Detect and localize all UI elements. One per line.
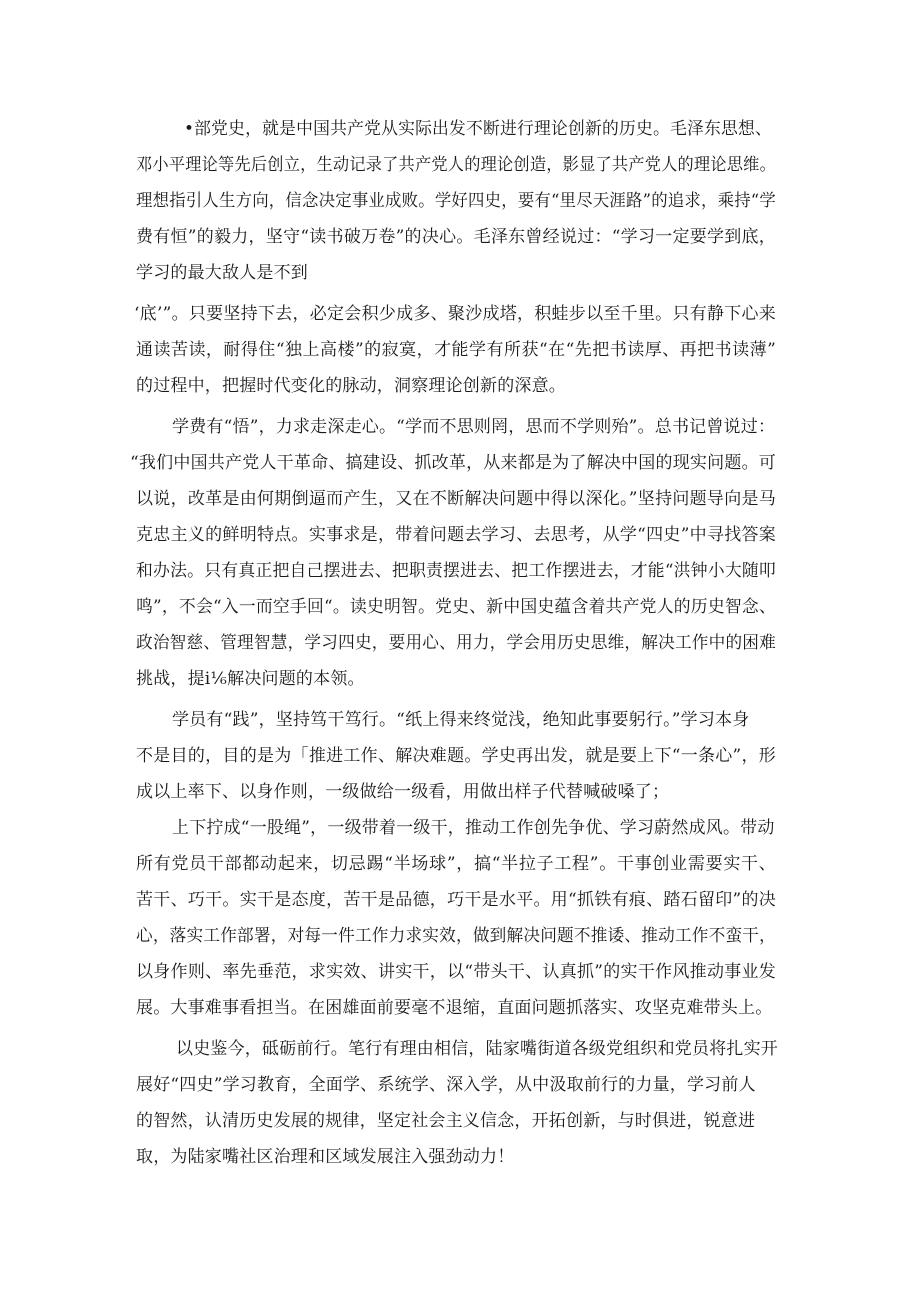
text-line: 鸣”，不会“入一而空手回“。读史明智。党史、新中国史蕴含着共产党人的历史智念、 bbox=[136, 597, 776, 617]
text-line: 学员有“践”，坚持笃干笃行。“纸上得来终觉浅，绝知此事要躬行。”学习本身 bbox=[172, 710, 750, 730]
text-line: 心，落实工作部署，对每一件工作力求实效，做到解决问题不推诿、推动工作不蛮干， bbox=[136, 926, 776, 946]
text-line: 政治智慈、管理智慧，学习四史，要用心、用力，学会用历史思维，解决工作中的困难 bbox=[136, 633, 776, 653]
text-line: 苦干、巧干。实干是态度，苦干是品德，巧干是水平。用“抓铁有痕、踏石留印”的决 bbox=[136, 890, 777, 910]
text-line: 所有党员干部都动起来，切忌踢“半场球”，搞“半拉子工程”。干事创业需要实干、 bbox=[136, 854, 777, 874]
text-line: 以身作则、率先垂范，求实效、讲实干，以“带头干、认真抓”的实干作风推动事业发 bbox=[136, 962, 777, 982]
text-line: 不是目的，目的是为「推进工作、解决难题。学史再出发，就是要上下“一条心”，形 bbox=[136, 746, 777, 766]
text-line: 成以上率下、以身作则，一级做给一级看，用做出样子代替喊破嗓了； bbox=[136, 782, 670, 802]
text-line: 费有恒”的毅力，坚守“读书破万卷”的决心。毛泽东曾经说过：“学习一定要学到底， bbox=[136, 227, 777, 247]
text-line: ‘底’”。只要坚持下去，必定会积少成多、聚沙成塔，积蛙步以至千里。只有静下心来 bbox=[134, 304, 777, 324]
text-line: 以说，改革是由何期倒逼而产生，又在不断解决问题中得以深化。”坚持问题导向是马 bbox=[136, 489, 777, 509]
text-line: 学费有“悟”，力求走深走心。“学而不思则罔，思而不学则殆”。总书记曾说过： bbox=[172, 417, 776, 437]
text-line: 以史鉴今，砥砺前行。笔行有理由相信，陆家嘴街道各级党组织和党员将扎实开 bbox=[176, 1039, 778, 1059]
text-line: 挑战，提i⅙解决问题的本领。 bbox=[136, 669, 365, 689]
text-line: 通读苦读，耐得住“独上高楼”的寂寞，才能学有所获“在“先把书读厚、再把书读薄” bbox=[136, 340, 777, 360]
text-line: 展好“四史”学习教育，全面学、系统学、深入学，从中汲取前行的力量，学习前人 bbox=[136, 1075, 756, 1095]
text-line: 和办法。只有真正把自己摆进去、把职责摆进去、把工作摆进去，才能“洪钟小大随叩 bbox=[136, 561, 776, 581]
text-line: 克忠主义的鲜明特点。实事求是，带着问题去学习、去思考，从学“四史”中寻找答案 bbox=[136, 525, 777, 545]
text-line: 上下拧成“一股绳”，一级带着一级干，推动工作创先争优、学习蔚然成风。带动 bbox=[172, 818, 775, 838]
text-line: •部党史，就是中国共产党从实际出发不断进行理论创新的历史。毛泽东思想、 bbox=[184, 119, 772, 139]
text-line: “我们中国共产党人干革命、搞建设、抓改革，从来都是为了解决中国的现实问题。可 bbox=[130, 453, 777, 473]
text-line: 的过程中，把握时代变化的脉动，洞察理论创新的深意。 bbox=[136, 376, 566, 396]
text-line: 取，为陆家嘴社区治理和区域发展注入强劲动力！ bbox=[136, 1147, 515, 1167]
text-line: 学习的最大敌人是不到 bbox=[136, 263, 308, 283]
text-line: 理想指引人生方向，信念决定事业成败。学好四史，要有“里尽天涯路”的追求，乘持“学 bbox=[136, 191, 776, 211]
text-line: 邓小平理论等先后创立，生动记录了共产党人的理论创造，影显了共产党人的理论思维。 bbox=[136, 155, 776, 175]
text-line: 的智然，认清历史发展的规律，坚定社会主义信念，开拓创新，与时俱进，锐意进 bbox=[136, 1111, 756, 1131]
text-line: 展。大事难事看担当。在困雄面前要毫不退缩，直面问题抓落实、攻坚克难带头上。 bbox=[136, 998, 773, 1018]
